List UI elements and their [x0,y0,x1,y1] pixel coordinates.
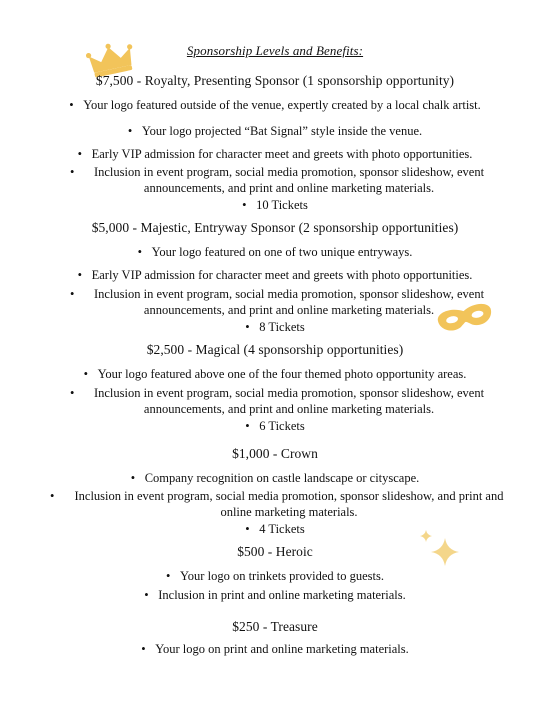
benefit-item: • Inclusion in event program, social media promotion, sponsor slideshow, event announcements, and print and online marketing materials. [70,287,485,317]
benefit-item: • Your logo featured above one of the four themed photo opportunity areas. [83,367,467,381]
benefit-item: • Your logo featured on one of two unique entryways. [137,245,413,259]
benefit-item: • Your logo on trinkets provided to guests. [166,569,384,583]
page-title: Sponsorship Levels and Benefits: [186,43,364,58]
benefit-item: • Inclusion in event program, social media promotion, sponsor slideshow, event announcements, and print and online marketing materials. [70,386,485,416]
benefit-item: • Your logo on print and online marketing materials. [141,642,409,656]
tier-heading-royalty: $7,500 - Royalty, Presenting Sponsor (1 sponsorship opportunity) [95,73,455,88]
benefit-item: • Early VIP admission for character meet and greets with photo opportunities. [77,268,473,282]
benefit-item: • 6 Tickets [245,419,305,433]
benefit-item: • 8 Tickets [245,320,305,334]
benefit-item: • Inclusion in print and online marketing materials. [144,588,406,602]
benefit-item: • 10 Tickets [242,198,308,212]
tier-heading-heroic: $500 - Heroic [237,544,313,559]
benefit-item: • Inclusion in event program, social media promotion, sponsor slideshow, event announcements, and print and online marketing materials. [70,165,485,195]
tier-heading-majestic: $5,000 - Majestic, Entryway Sponsor (2 sponsorship opportunities) [91,220,459,235]
benefit-item: • Your logo featured outside of the venue, expertly created by a local chalk artist. [69,98,481,112]
benefit-item: • Company recognition on castle landscape or cityscape. [130,471,420,485]
benefit-item: • Inclusion in event program, social media promotion, sponsor slideshow, and print and online marketing materials. [50,489,504,519]
benefit-item: • 4 Tickets [245,522,305,536]
tier-heading-crown: $1,000 - Crown [232,446,318,461]
benefit-item: • Early VIP admission for character meet and greets with photo opportunities. [77,147,473,161]
tier-heading-magical: $2,500 - Magical (4 sponsorship opportunities) [146,342,404,357]
tier-heading-treasure: $250 - Treasure [232,619,318,634]
benefit-item: • Your logo projected “Bat Signal” style inside the venue. [127,124,423,138]
